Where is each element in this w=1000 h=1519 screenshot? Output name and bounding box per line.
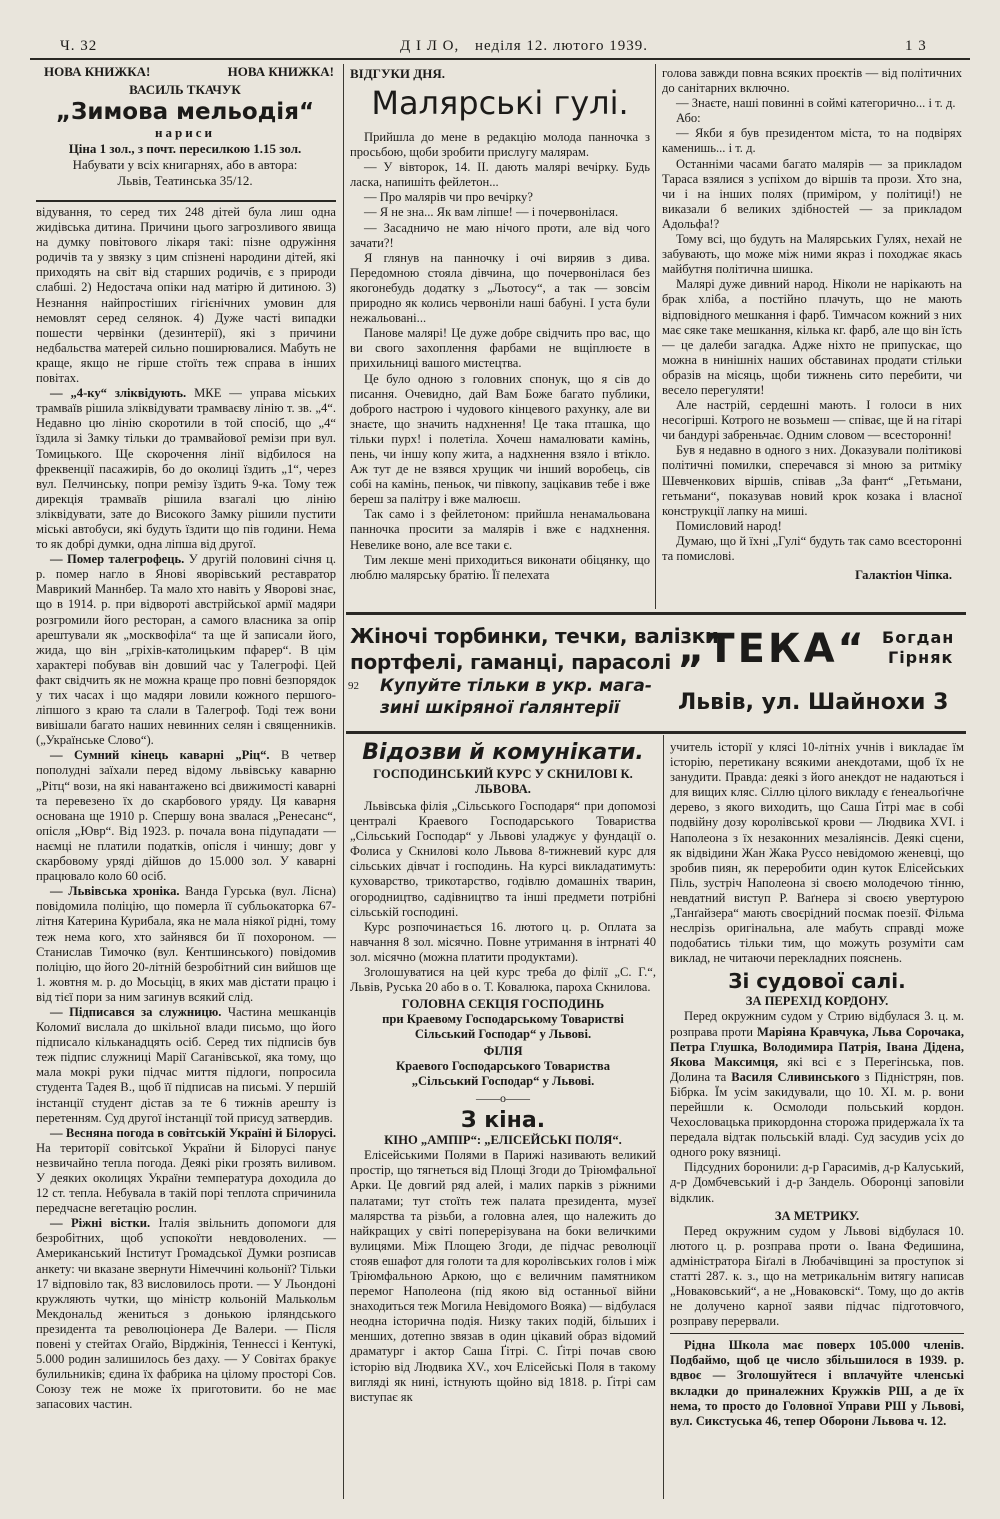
org-line: ФІЛІЯ: [483, 1044, 523, 1059]
court-title: Зі судової салі.: [728, 969, 906, 994]
news-headline: — Львівська хроніка.: [50, 884, 180, 899]
feuilleton-column: [350, 66, 650, 606]
feuilleton-paragraph: — У вівторок, 14. II. дають малярі вечірку. Будь ласка, напишіть фейлетон...: [350, 160, 650, 190]
column-divider: [663, 735, 664, 1499]
news-text: МКЕ — управа міських трамваїв рішила зліквідувати трамваєву лінію т. зв. „4“. Недавно цю лінію скоротили в той спосіб, що „4“ їздила зі Замку тільки до трамвайової ремізи при вул. Томицького. Ще скорочення лінії відбилося на фреквенції пасажирів, бо до околиці їздить „1“, через вул. Пелчинську, попри ремізу їздить 9-ка. Тому теж дирекція трамваїв рішила взагалі цю лінію зліквідувати, зате до Високого Замку рішили пустити міські автобуси, які будуть їздити що пів години. Нема то як добрі думки, одна ліпша від другої.: [36, 386, 336, 552]
ad-border-bottom: [346, 731, 966, 734]
court-defendants: Маріяна Кравчука, Льва Сорочака, Петра Глушка, Володимира Патрія, Івана Дідена, Якова Максимця,: [670, 1024, 964, 1069]
org-line: при Краевому Господарському Товаристві Сільський Господар“ у Львові.: [382, 1012, 624, 1042]
feuilleton-paragraph: — Якби я був президентом міста, то на подвірях каменишь... і т. д.: [662, 126, 962, 156]
book-title: „Зимова мельодія“: [55, 99, 315, 125]
news-item: [36, 1005, 336, 1126]
announcements-title: Відозви й комунікати.: [362, 740, 644, 765]
ridna-shkola-notice: Рідна Школа має поверх 105.000 членів. Подбаймо, щоб це число збільшилося в 1939. р. вдвоє — Зголошуйтеся і вплачуйте членські вкладки до приналежних Кружків РШ, а де їх нема, то просто до Головної Управи РШ у Львові, вул. Сикстуська 46, тепер Оборони Львова ч. 12.: [670, 1338, 964, 1428]
news-item: [36, 552, 336, 748]
column-divider: [655, 64, 656, 609]
court-text: які всі є з Перегінська, пов. Долина та: [670, 1054, 964, 1084]
issue-date: неділя 12. лютого 1939.: [475, 38, 649, 54]
court-heading: ЗА МЕТРИКУ.: [774, 1208, 860, 1223]
feuilleton-paragraph: Я глянув на панночку і очі виряив з дива. Передомною стояла дівчина, що почервонілася без якогонебудь додатку з „Льотосу“, а так — зовсім природно як колись червоніли наші бабуні. І уста були нежальовані...: [350, 250, 650, 326]
course-paragraph: Зголошуватися на цей курс треба до філії „С. Г.“, Львів, Руська 20 або в о. Т. Ковалюка, пароха Скнилова.: [350, 965, 656, 995]
cinema-paragraph: Елісейськими Полями в Парижі називають великий простір, що тягнеться від Площі Згоди до Тріюмфальної Арки. Це довгий ряд алей, і малих парків з ріжними палатами; тут стоїть теж палата президента, музеї малярства та різьби, а головна алея, що належить до найкращих у світі поперерізувана на боки величкими вулицями. Між Площею Згоди, де підчас революції стояв ешафот для голоти та для королівських голов і між Тріюмфальною Аркою, що є величним памятником перемог Наполеона (під якою від останньої війни знаходиться теж Могила Невідомого Вояка) — відбулася неодна історична подія. Низку таких подій, більших і менших, дотепно звязав в один цікавий образ відомий драматург і актор Саша Ґітрі. С. Ґітрі почав свою історію від Людвика XV., хоч Елісейські Поля в такому вигляді як нині, істнують щойно від 1818. р. Ґітрі сам виступає як: [350, 1148, 656, 1404]
book-price: Ціна 1 зол., з почт. пересилкою 1.15 зол.: [68, 141, 302, 156]
feuilleton-paragraph: Тому всі, що будуть на Малярських Гулях, нехай не забувають, що може між ними якраз і походжає якась майбутня політична шишка.: [662, 232, 962, 277]
news-item: [36, 748, 336, 884]
news-item: [36, 386, 336, 552]
ad-owner-last: Гірняк: [888, 648, 954, 667]
course-heading: ГОСПОДИНСЬКИЙ КУРС У СКНИЛОВІ К. ЛЬВОВА.: [373, 767, 633, 796]
ad-brand: „ТЕКА“: [678, 626, 867, 672]
section-rule: [670, 1333, 964, 1334]
feuilleton-paragraph: Тим лекше мені приходиться виконати обіцянку, що люблю малярську братію. Її пелехата: [350, 552, 650, 582]
ad-rule: [36, 200, 336, 202]
news-text: У другій половині січня ц. р. помер нагло в Янові яворівський реставратор Маврикий Маннбер. Та мало хто навіть у Яворові знає, що в 1914. р. при відвороті австрійської армії мадяри розгромили його ресторан, а самого власника за опір арештували як „москвофіла“ та ще й записали його, жида, що він „гріхів-католицьким пфарер“. В цім характері побував він довший час у Талегрофі. Цей факт свідчить як не можна краще про повні безпорядок у тих часах і що мадяри ловили кожного першого-ліпшого з краю та слали в Талегроф. Тоді теж вони вивішали багато наших невинних селян і священників. („Українське Слово“).: [36, 552, 336, 748]
new-book-tag-left: НОВА КНИЖКА!: [44, 64, 151, 79]
news-headline: — Весняна погода в совітській Україні й Білорусі.: [50, 1125, 336, 1140]
book-advertisement: [36, 64, 334, 196]
feuilleton-continuation: [662, 66, 962, 611]
feuilleton-paragraph: Малярі дуже дивний народ. Ніколи не нарікають на брак хліба, а постійно плачуть, що не мають відповідного мешкання і фарб. Тимчасом кожний з них має сяке таке мешкання, кілька кг. фарб, але що він їсть — це далеби загадка. Адже ніхто не припускає, що можна в нинішніх наших обставинах продати стільки образів на місяць, щоби тижнень сито перебити, чи весело перегуляти!: [662, 277, 962, 397]
feuilleton-paragraph: Був я недавно в одного з них. Доказували політикові політичні помилки, сперечався зі мною за ритміку Шевченкових віршів, співав „За фант“ „Гетьмани, гетьмани“, показував новий крок козака і власної конструкції лапку на миші.: [662, 443, 962, 518]
cinema-continuation: учитель історії у клясі 10-літніх учнів і викладає їм історію, перетикану всякими анекдотами, щоб їх не занудити. Правда: деякі з його анекдот не надаються і для вищих кляс. Сіллю цілого викладу є ґенеальоґічне дерево, з якого виходить, що Саша Ґітрі має в собі подвійну дозу королівської крови — Людвика XVI. і Наполеона з їх незаконних мезаліянсів. Деякі сцени, як відвідини Жан Жака Руссо невідомою женевці, що зробив пиян, як переробити один куток Елісейських Піль, зустріч Наполеона зі своєю молодечою тінню, невдатний виступ Р. Ваґнера зі своєю увертурою „Танґайзера“ мають своєрідний посмак поезії. Фільма неслрізь оригінальна, але мабуть справді може подобатись тільки тим, що можуть розуміти сам виклад, не читаючи перекладних пояснень.: [670, 740, 964, 966]
ad-shop-line2: зині шкіряної ґалянтерії: [380, 698, 620, 718]
feuilleton-paragraph: Або:: [676, 111, 701, 126]
feuilleton-paragraph: Прийшла до мене в редакцію молода панночка з просьбою, щоби зробити прислугу малярам.: [350, 130, 650, 160]
ad-number: 92: [348, 680, 359, 692]
feuilleton-paragraph: голова завжди повна всяких проєктів — від політичних до санітарних включно.: [662, 66, 962, 96]
feuilleton-paragraph: Так само і з фейлетоном: прийшла ненамальована панночка просити за малярів і вже є надхнення. Невелике воно, але все таки є.: [350, 507, 650, 552]
news-headline: — Сумний кінець каварні „Ріц“.: [50, 748, 270, 763]
feuilleton-kicker: ВІДГУКИ ДНЯ.: [350, 66, 445, 81]
court-heading: ЗА ПЕРЕХІД КОРДОНУ.: [745, 994, 889, 1009]
feuilleton-paragraph: Панове малярі! Це дуже добре свідчить про вас, що ви свого захоплення фарбами не вщіплюєте в прихильниці вашого мистецтва.: [350, 326, 650, 371]
teka-advertisement: [346, 618, 966, 730]
news-paragraph: відування, то серед тих 248 дітей була лиш одна жидівська дитина. Причини цього загрозливого явища на думку повітового лікаря такі: пізне одружіння родичів та у звязку з цим спізнені народини дітей, які приходять на світ від старших родичів, є з природи слабші. 2) Недостача опіки над матірю й дитиною. 3) Незнання найпростіших гігієнічних умовин для немовлят серед селянок. 4) Дуже часті випадки пошести червінки (дезинтерії), які з причини недбальства матерей сильно поширювалися. Мабуть не краще, якщо не гірше стоїть теж справа в інших повітах.: [36, 205, 336, 386]
left-news-column: [36, 205, 336, 1500]
court-paragraph: Підсудних боронили: д-р Гарасимів, д-р Калуський, д-р Домбчевський і д-р Зандель. Оборонці заповіли відклик.: [670, 1160, 964, 1205]
feuilleton-paragraph: Це було одною з головних спонук, що я сів до писання. Очевидно, дай Вам Боже багато публики, доброго настрою і чудового кінцевого рахунку, але ви знаєте, що значить надхнення! Це така пташка, що тільки пурх! і полетіла. Хочеш намалювати камінь, пень, чи іншу копу жита, а надхнення взяло і втікло. Аж тут де не взявся хрущик чи інший воробець, сів собі на камінь, пеньок, чи півкопу, зацікавив тебе і вже береш за палітру і вже малюєш.: [350, 371, 650, 507]
feuilleton-paragraph: — Знаєте, наші повинні в соймі категорично... і т. д.: [676, 96, 956, 111]
course-paragraph: Курс розпочинається 16. лютого ц. р. Оплата за навчання 8 зол. місячно. Повне утримання в інтрнаті 40 зол. місячно (можна платити продуктами).: [350, 919, 656, 964]
feuilleton-title: Малярські гулі.: [371, 84, 629, 122]
page-label: Ч. 32: [60, 38, 98, 54]
feuilleton-paragraph: — Я не зна... Як вам ліпше! — і почервонілася.: [364, 205, 619, 220]
cinema-heading: КІНО „АМПІР“: „ЕЛІСЕЙСЬКІ ПОЛЯ“.: [384, 1133, 622, 1148]
book-address: Львів, Театинська 35/12.: [117, 173, 253, 188]
paper-name: Д І Л О,: [400, 38, 460, 54]
header-rule: [30, 58, 970, 60]
ad-owner-first: Богдан: [882, 628, 955, 647]
news-text: Італія звільнить допомоги для безробітних, щоб успокоїти невдоволених. — Американський Інститут Громадської Думки розписав анкету: чи вказане звернути Німеччині кольонії? Тільки 17 відповіло так, 83 висловилось проти. — У Льондоні кружляють чутки, що міністр кольоній Малькольм Мекдональд жениться з донькою ірляндського президента та революціонера Де Валери. — Після повені у стейтах Огайо, Вірджінія, Теннессі і Кентукі, 5.000 родин залишилось без даху. — У Совітах бракує булильників; єдина їх фабрика на цілому просторі Сов. Союзу теж не може їх приготовити. бо не має запасових частин.: [36, 1216, 336, 1412]
ad-address: Львів, ул. Шайнохи 3: [678, 690, 949, 715]
news-item: [36, 1216, 336, 1412]
news-item: [36, 1126, 336, 1217]
feuilleton-paragraph: — Про малярів чи про вечірку?: [364, 190, 533, 205]
org-line: ГОЛОВНА СЕКЦІЯ ГОСПОДИНЬ: [401, 997, 605, 1012]
court-text: з Підністрян, пов. Бібрка. Їм усім закидували, що 10. XI. м. р. вони перейшли к. Осмолоди польський кордон. Чехословацька прикордонна сторожа придержала їх та передала відтак польській владі. Суд засудив усіх до одного року вязниці.: [670, 1069, 964, 1160]
ad-goods-line2: портфелі, гаманці, парасолі: [350, 650, 671, 674]
column-divider: [343, 64, 344, 1499]
course-paragraph: Львівська філія „Сільського Господаря“ при допомозі централі Краевого Господарського Товариства „Сільський Господар“ у Львові уладжує у фундації о. Фолиса у Скнилові коло Львова 8-тижневий курс для сільських дівчат і господинь. На курсі викладатимуть: куховарство, трикотарство, годівлю домашніх тварин, огородництво, садівництво та інші предмети потрібні сільській господині.: [350, 799, 656, 919]
feuilleton-paragraph: Помисловий народ!: [676, 518, 782, 533]
news-text: Ванда Гурська (вул. Лісна) повідомила поліцію, що померла її субльокаторка 67-літня Катерина Курибала, яка не мала ніякої рідні, тому теж нема кого, хто зайнявся би її похороном. — Станислав Тимочко (вул. Кентшинського) повідомив поліцію, що його 20-літній безробітний син вийшов ще 1. жовтня м. р. до Мосьціц, в яких мав дістати працю і від тієї пори за ним загинув всякий слід.: [36, 884, 336, 1004]
new-book-tag-right: НОВА КНИЖКА!: [227, 64, 334, 79]
book-author: ВАСИЛЬ ТКАЧУК: [129, 82, 241, 97]
feuilleton-paragraph: Думаю, що й їхні „Гулі“ будуть так само всесторонні та помислові.: [662, 533, 962, 563]
ad-goods-line1: Жіночі торбинки, течки, валізки,: [350, 624, 726, 648]
news-text: Частина мешканців Коломиї вислала до шкільної влади письмо, що його підписало кільканадцять осіб. Серед тих підписів був теж підпис служниці Марії Саганівської, яка тому, що мала мокрі руки підчас миття підлоги, попросила студента Тадея В., щоб її підписав на письмі. У першій інстанції студент дістав за те 6 тижнів арешту із перетенням. Суд другої інстанції той присуд затвердив.: [36, 1004, 336, 1125]
author-signature: Галактіон Чіпка.: [855, 568, 952, 583]
court-text: Перед окружним судом у Стрию відбулася 3. ц. м. розправа проти: [670, 1009, 964, 1039]
ad-border-top: [346, 612, 966, 615]
feuilleton-paragraph: — Засадничо не маю нічого проти, але від чого зачати?!: [350, 220, 650, 250]
court-paragraph: Перед окружним судом у Львові відбулася 10. лютого ц. р. розправа проти о. Івана Федишина, адміністратора Біґалі в Любачівщині за проступок зі статті 287. к. з., що на метрикальнім витягу написав „Новаковський“, а не „Новаковскі“. Тому, що до актів не долучено карної заяви підчас підготовчого, розправу перервали.: [670, 1223, 964, 1329]
page-number: 1 3: [905, 38, 927, 54]
cinema-title: З кіна.: [460, 1108, 546, 1134]
book-subtitle: нариси: [155, 125, 215, 140]
court-paragraph: [670, 1009, 964, 1160]
news-item: [36, 884, 336, 1005]
news-text: В четвер пополудні заїхали перед відому львівську каварню „Рітц“ вози, на які навантажено всі движимості каварні та перевезено їх до скарбового уряду. Ця каварня основана ще 1910 р. Спершу вона звалася „Ренесанс“, опісля „Ювр“. Від 1923. р. почала вона підупадати — наємці не платили податків, опісля і чиншу; довг у скарбовому уряді дійшов до 15.000 зол. У каварні працювало коло 60 осіб.: [36, 748, 336, 884]
court-column: [670, 740, 964, 1500]
section-separator: ——о——: [476, 1091, 530, 1106]
news-headline: — Підписався за служницю.: [50, 1004, 222, 1019]
news-headline: — Помер талегрофець.: [50, 552, 185, 567]
feuilleton-paragraph: Останніми часами багато малярів — за прикладом Тараса взялися з успіхом до віршів та прози. Хто зна, чи і на інших полях (приміром, у політиці!) не виказали б великих здібностей — за прикладом Адольфа!?: [662, 156, 962, 231]
feuilleton-paragraph: Але настрій, сердешні мають. І голоси в них несогірші. Котрого не возьмеш — співає, ще й на гітарі чи бандурі забреньчає. Одним словом — всесторонні!: [662, 398, 962, 443]
book-where: Набувати у всіх книгарнях, або в автора:: [72, 157, 298, 172]
news-text: На території совітської України й Білорусі панує незвичайно тепла погода. Деякі ріки грозять виливом. У деяких околицях України температура доходила до 12 ст. тепла. Небувала в такій порі теплота спричинила передчасне вегетацію рослин.: [36, 1140, 336, 1216]
news-headline: — „4-ку“ зліквідують.: [50, 386, 187, 401]
court-defendant: Василя Сливинського: [731, 1069, 860, 1084]
org-line: Краевого Господарського Товариства „Сільський Господар“ у Львові.: [395, 1059, 611, 1089]
announcements-column: [350, 740, 656, 1500]
news-headline: — Ріжні вістки.: [50, 1216, 151, 1231]
ad-shop-line1: Купуйте тільки в укр. мага-: [380, 676, 652, 696]
